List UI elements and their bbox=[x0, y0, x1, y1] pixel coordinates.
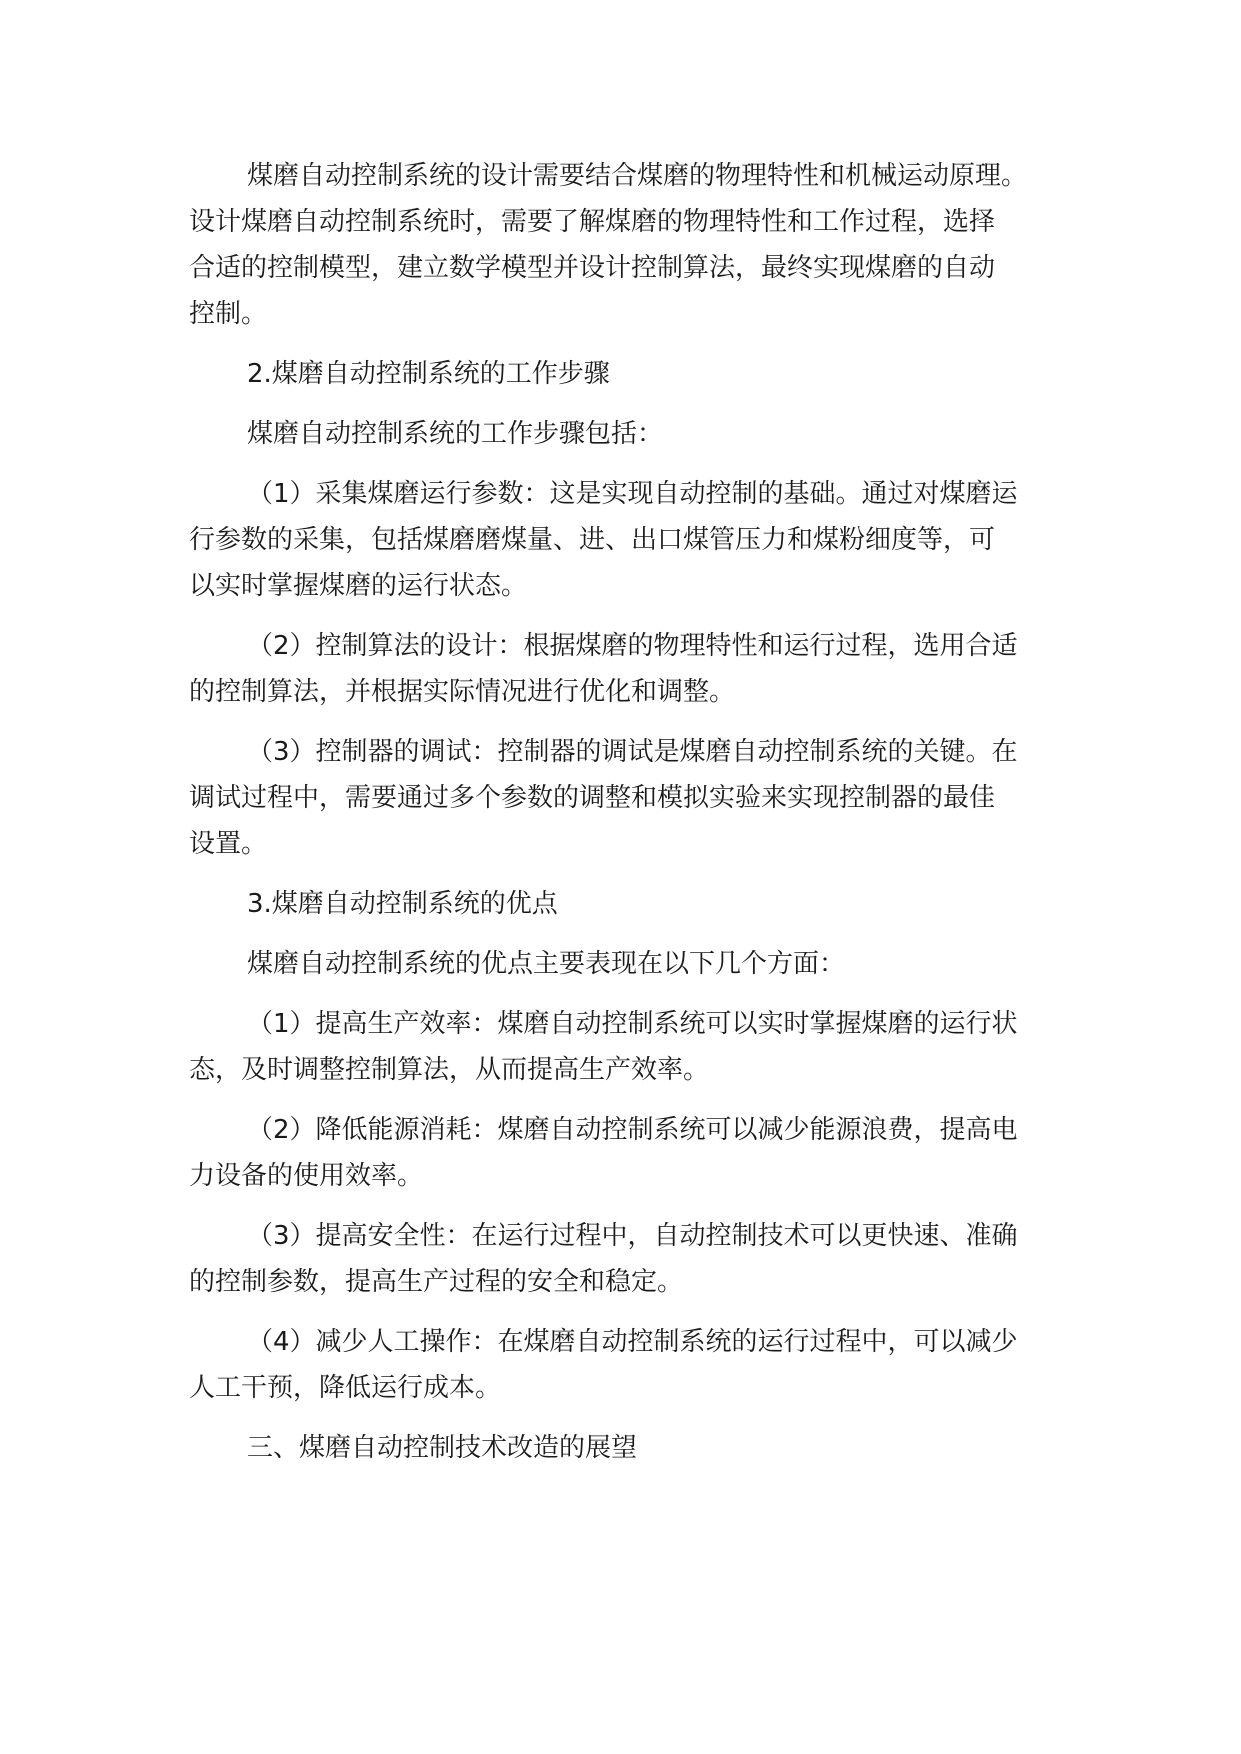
text-line: 设置。 bbox=[189, 829, 268, 859]
list-item-step-1 bbox=[189, 471, 1069, 609]
paragraph-design-intro bbox=[189, 153, 1069, 337]
list-item-advantage-3 bbox=[189, 1213, 1069, 1305]
text-line: 设计煤磨自动控制系统时，需要了解煤磨的物理特性和工作过程，选择 bbox=[189, 207, 996, 237]
text-line: （2）降低能源消耗：煤磨自动控制系统可以减少能源浪费，提高电 bbox=[247, 1115, 1018, 1145]
list-item-step-3 bbox=[189, 729, 1069, 867]
paragraph-advantages-intro: 煤磨自动控制系统的优点主要表现在以下几个方面： bbox=[247, 949, 846, 979]
text-line: （3）控制器的调试：控制器的调试是煤磨自动控制系统的关键。在 bbox=[247, 737, 1018, 767]
text-line: 控制。 bbox=[189, 299, 268, 329]
text-line: 调试过程中，需要通过多个参数的调整和模拟实验来实现控制器的最佳 bbox=[189, 783, 996, 813]
section-heading-advantages: 3.煤磨自动控制系统的优点 bbox=[247, 889, 558, 919]
text-line: 的控制算法，并根据实际情况进行优化和调整。 bbox=[189, 677, 736, 707]
text-line: （2）控制算法的设计：根据煤磨的物理特性和运行过程，选用合适 bbox=[247, 631, 1018, 661]
text-line: 煤磨自动控制系统的设计需要结合煤磨的物理特性和机械运动原理。 bbox=[247, 161, 1028, 191]
text-line: 以实时掌握煤磨的运行状态。 bbox=[189, 571, 528, 601]
list-item-advantage-2 bbox=[189, 1107, 1069, 1199]
text-line: （1）采集煤磨运行参数：这是实现自动控制的基础。通过对煤磨运 bbox=[247, 479, 1018, 509]
list-item-advantage-1 bbox=[189, 1001, 1069, 1093]
text-line: 人工干预，降低运行成本。 bbox=[189, 1373, 502, 1403]
text-line: 力设备的使用效率。 bbox=[189, 1161, 424, 1191]
text-line: 态，及时调整控制算法，从而提高生产效率。 bbox=[189, 1055, 710, 1085]
section-heading-outlook: 三、煤磨自动控制技术改造的展望 bbox=[247, 1433, 638, 1463]
text-line: （4）减少人工操作：在煤磨自动控制系统的运行过程中，可以减少 bbox=[247, 1327, 1018, 1357]
text-line: （1）提高生产效率：煤磨自动控制系统可以实时掌握煤磨的运行状 bbox=[247, 1009, 1018, 1039]
text-line: 行参数的采集，包括煤磨磨煤量、进、出口煤管压力和煤粉细度等，可 bbox=[189, 525, 996, 555]
text-line: 的控制参数，提高生产过程的安全和稳定。 bbox=[189, 1267, 684, 1297]
list-item-step-2 bbox=[189, 623, 1069, 715]
document-body bbox=[189, 153, 1069, 1471]
section-heading-work-steps: 2.煤磨自动控制系统的工作步骤 bbox=[247, 359, 610, 389]
list-item-advantage-4 bbox=[189, 1319, 1069, 1411]
text-line: （3）提高安全性：在运行过程中，自动控制技术可以更快速、准确 bbox=[247, 1221, 1018, 1251]
text-line: 合适的控制模型，建立数学模型并设计控制算法，最终实现煤磨的自动 bbox=[189, 253, 996, 283]
paragraph-work-steps-intro: 煤磨自动控制系统的工作步骤包括： bbox=[247, 419, 664, 449]
